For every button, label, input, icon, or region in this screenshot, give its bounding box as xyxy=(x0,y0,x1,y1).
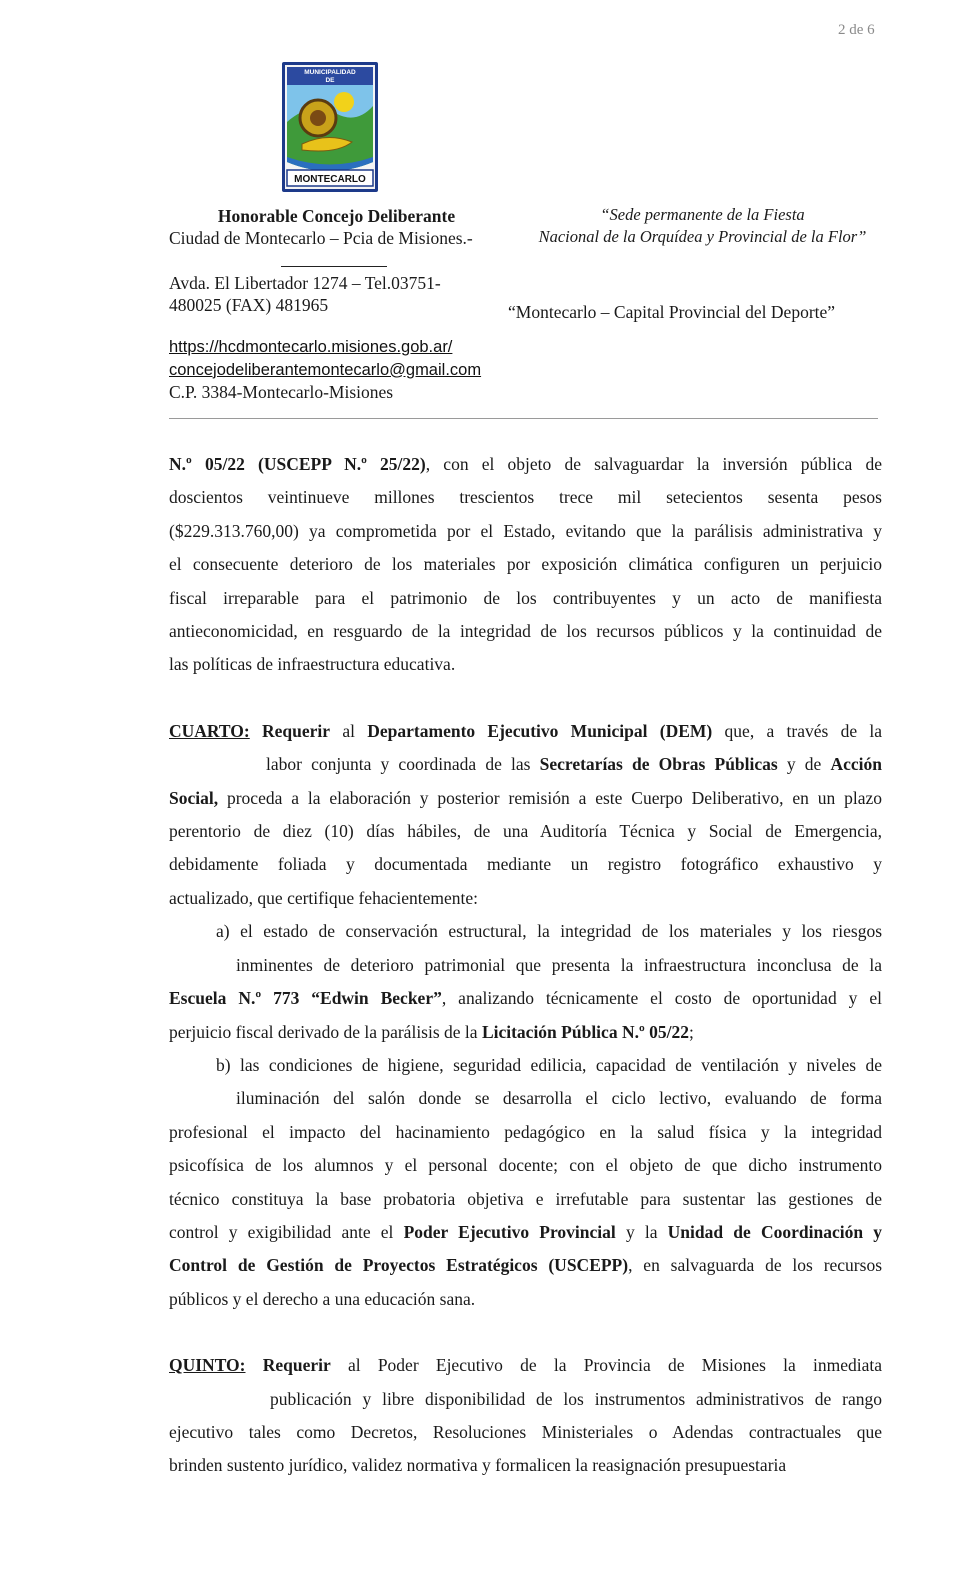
svg-text:DE: DE xyxy=(325,77,335,84)
text-line: doscientos veintinueve millones trescientos trece mil setecientos sesenta pesos xyxy=(169,487,882,508)
svg-text:MONTECARLO: MONTECARLO xyxy=(294,174,366,185)
text-line: perentorio de diez (10) días hábiles, de una Auditoría Técnica y Social de Emergencia, xyxy=(169,821,882,842)
text-line: profesional el impacto del hacinamiento pedagógico en la salud física y la integridad xyxy=(169,1121,882,1142)
text-line: ejecutivo tales como Decretos, Resoluciones Ministeriales o Adendas contractuales que xyxy=(169,1421,882,1442)
text-line: psicofísica de los alumnos y el personal docente; con el objeto de que dicho instrumento xyxy=(169,1155,882,1176)
slogan-line-1: “Sede permanente de la Fiesta xyxy=(600,205,805,224)
municipality-logo xyxy=(282,62,378,192)
text-line: técnico constituya la base probatoria objetiva e irrefutable para sustentar las gestiones de xyxy=(169,1188,882,1209)
text-line: el consecuente deterioro de los materiales por exposición climática configuren un perjuicio xyxy=(169,554,882,575)
text-line: control y exigibilidad ante el Poder Ejecutivo Provincial y la Unidad de Coordinación y xyxy=(169,1221,882,1242)
city-line: Ciudad de Montecarlo – Pcia de Misiones.- xyxy=(169,228,473,248)
text-line: las políticas de infraestructura educativa. xyxy=(169,654,456,675)
list-item-b: b) las condiciones de higiene, seguridad edilicia, capacidad de ventilación y niveles de xyxy=(216,1054,882,1075)
postal-code: C.P. 3384-Montecarlo-Misiones xyxy=(169,382,394,402)
text-line: fiscal irreparable para el patrimonio de los contribuyentes y un acto de manifiesta xyxy=(169,587,882,608)
header-slogan xyxy=(530,204,875,248)
paragraph-continuation xyxy=(169,448,882,682)
list-item-a: a) el estado de conservación estructural, la integridad de los materiales y los riesgos xyxy=(216,921,882,942)
slogan-line-2: Nacional de la Orquídea y Provincial de la Flor” xyxy=(538,227,867,246)
address-line-2: 480025 (FAX) 481965 xyxy=(169,295,329,315)
article-quinto xyxy=(169,1349,882,1483)
text-line: Escuela N.º 773 “Edwin Becker”, analizando técnicamente el costo de oportunidad y el xyxy=(169,988,882,1009)
text-line: Social, proceda a la elaboración y posterior remisión a este Cuerpo Deliberativo, en un plazo xyxy=(169,787,882,808)
text-line: perjuicio fiscal derivado de la parálisis de la Licitación Pública N.º 05/22; xyxy=(169,1021,694,1042)
text-line: inminentes de deterioro patrimonial que presenta la infraestructura inconclusa de la xyxy=(236,954,882,975)
header-separator xyxy=(169,418,878,419)
coat-of-arms-icon xyxy=(282,62,378,192)
text-line: CUARTO: Requerir al Departamento Ejecutivo Municipal (DEM) que, a través de la xyxy=(169,720,883,741)
document-body xyxy=(169,448,882,1483)
website-link[interactable]: https://hcdmontecarlo.misiones.gob.ar/ xyxy=(169,338,453,356)
text-line: labor conjunta y coordinada de las Secretarías de Obras Públicas y de Acción xyxy=(266,754,882,775)
text-line: actualizado, que certifique fehacientemente: xyxy=(169,887,478,908)
svg-text:MUNICIPALIDAD: MUNICIPALIDAD xyxy=(304,69,356,76)
text-line: N.º 05/22 (USCEPP N.º 25/22), con el objeto de salvaguardar la inversión pública de xyxy=(169,454,882,474)
page-number: 2 de 6 xyxy=(838,22,875,38)
article-heading: QUINTO: xyxy=(169,1355,246,1376)
text-line: iluminación del salón donde se desarrolla el ciclo lectivo, evaluando de forma xyxy=(236,1088,882,1109)
text-line: publicación y libre disponibilidad de los instrumentos administrativos de rango xyxy=(270,1388,882,1409)
text-line: debidamente foliada y documentada mediante un registro fotográfico exhaustivo y xyxy=(169,854,882,875)
text-line: públicos y el derecho a una educación sana. xyxy=(169,1288,476,1309)
text-line: brinden sustento jurídico, validez normativa y formalicen la reasignación presupuestaria xyxy=(169,1455,787,1476)
institution-name: Honorable Concejo Deliberante xyxy=(217,206,456,226)
article-heading: CUARTO: xyxy=(169,720,250,741)
text-line: antieconomicidad, en resguardo de la integridad de los recursos públicos y la continuidad de xyxy=(169,621,882,642)
header-institution xyxy=(169,205,514,249)
text-line: QUINTO: Requerir al Poder Ejecutivo de la Provincia de Misiones la inmediata xyxy=(169,1355,882,1376)
text-line: Control de Gestión de Proyectos Estratégicos (USCEPP), en salvaguarda de los recursos xyxy=(169,1255,883,1276)
article-cuarto xyxy=(169,715,882,1316)
address-block xyxy=(169,272,489,316)
header-motto: “Montecarlo – Capital Provincial del Deporte” xyxy=(508,302,836,322)
contact-links xyxy=(169,336,481,381)
email-link[interactable]: concejodeliberantemontecarlo@gmail.com xyxy=(169,360,482,379)
address-line-1: Avda. El Libertador 1274 – Tel.03751- xyxy=(169,273,441,293)
header-divider xyxy=(281,266,387,267)
text-line: ($229.313.760,00) ya comprometida por el Estado, evitando que la parálisis administrativa y xyxy=(169,520,882,541)
